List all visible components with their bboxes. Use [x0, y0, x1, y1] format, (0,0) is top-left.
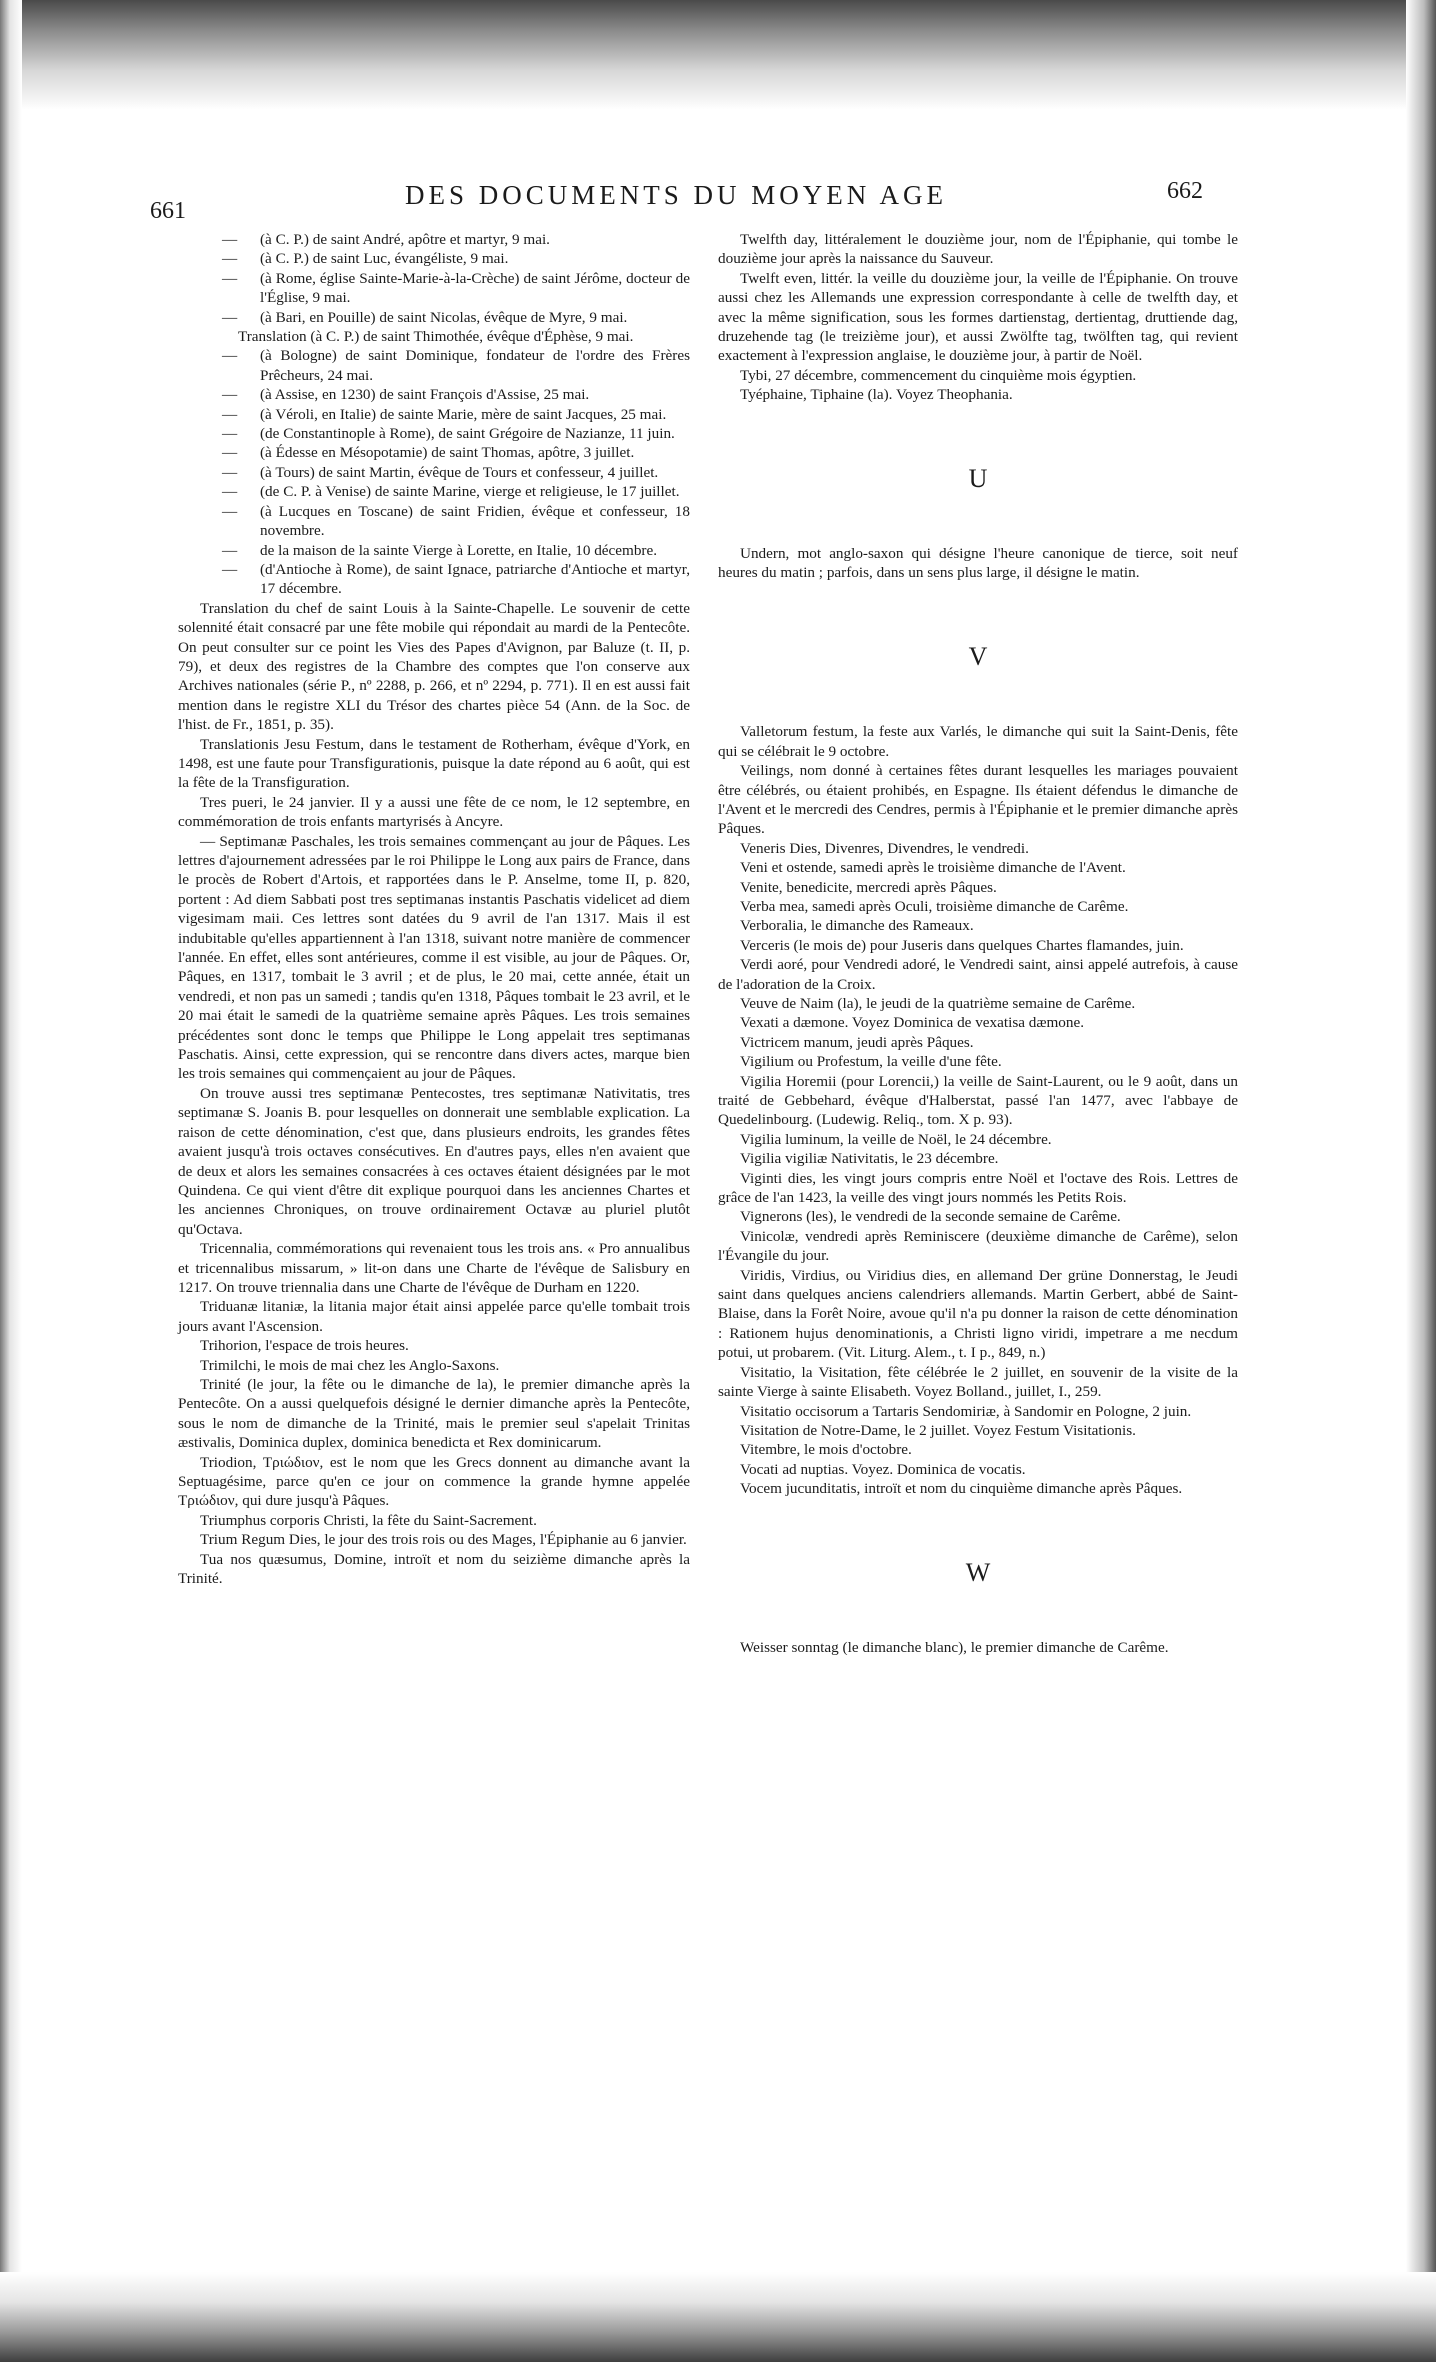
- ditto-dash: —: [222, 386, 238, 404]
- dictionary-entry: [178, 482, 690, 501]
- dictionary-entry: [178, 1336, 690, 1355]
- dictionary-entry: Vinicolæ, vendredi après Reminiscere (deuxième dimanche de Carême), selon l'Évangile du jour.: [718, 1227, 1238, 1265]
- entry-text: Tres pueri, le 24 janvier. Il y a aussi une fête de ce nom, le 12 septembre, en commémoration de trois enfants martyrisés à Ancyre.: [178, 793, 690, 831]
- dictionary-entry: Verdi aoré, pour Vendredi adoré, le Vendredi saint, ainsi appelé autrefois, à cause de l'adoration de la Croix.: [718, 956, 1238, 993]
- dictionary-entry: [178, 599, 690, 735]
- dictionary-entry: [178, 385, 690, 404]
- entries-v: [718, 722, 1238, 1498]
- entry-text: (à Assise, en 1230) de saint François d'Assise, 25 mai.: [260, 386, 590, 404]
- entry-text: — Septimanæ Paschales, les trois semaines commençant au jour de Pâques. Les lettres d'ajournement adressées par le roi Philippe le Long aux pairs de France, dans le procès de Robert d'Artois, et rapportées dans le P. Anselme, tome II, p. 820, portent : Ad diem Sabbati post tres septimanas instantis Paschatis videlicet ad diem vigesimam maii. Ces lettres sont datées du 9 avril de l'an 1317. Mais il est indubitable qu'elles appartiennent à l'an 1318, suivant notre manière de commencer l'année. En effet, elles sont antérieures, comme il est visible, au jour de Pâques. Or, Pâques, en 1317, tombait le 3 avril ; et de plus, le 20 mai, cette année, était un vendredi, et non pas un samedi ; tandis qu'en 1318, Pâques tombait le 23 avril, et le 20 mai était le samedi de la quatrième semaine après Pâques. Les trois semaines précédentes sont donc le temps que Philippe le Long appelait tres septimanas Paschatis. Ainsi, cette expression, qui se rencontre dans divers actes, marque bien les trois semaines qui commençaient au jour de Pâques.: [178, 832, 690, 1083]
- dictionary-entry: Twelft even, littér. la veille du douzième jour, la veille de l'Épiphanie. On trouve aussi chez les Allemands une expression correspondante à celle de twelfth day, et avec la même signification, sous les formes dartienstag, dertientag, druttiende dag, druzehende tag (le treizième jour), et aussi Zwölfte tag, twölften tag, qui revient exactement à l'expression anglaise, le douzième jour, à partir de Noël.: [718, 269, 1238, 365]
- entry-text: (à Véroli, en Italie) de sainte Marie, mère de saint Jacques, 25 mai.: [260, 405, 667, 423]
- entry-text: On trouve aussi tres septimanæ Pentecostes, tres septimanæ Nativitatis, tres septimanæ S. Joanis B. pour lesquelles on donnerait une semblable explication. La raison de cette dénomination, c'est que, dans plusieurs endroits, les grandes fêtes avaient jusqu'à trois octaves consécutives. En d'autres pays, elles n'en avaient que de deux et alors les semaines consacrées à ces octaves étaient désignées par le mot Quindena. Ce qui vient d'être dit explique pourquoi dans les anciennes Chartes et les anciennes Chroniques, on trouve ordinairement Octavæ au pluriel plutôt qu'Octava.: [178, 1084, 690, 1238]
- dictionary-entry: [178, 502, 690, 541]
- left-column: [178, 230, 690, 1588]
- dictionary-entry: [178, 405, 690, 424]
- ditto-dash: —: [222, 269, 238, 287]
- entry-text: (à Bari, en Pouille) de saint Nicolas, évêque de Myre, 9 mai.: [260, 308, 628, 326]
- ditto-dash: —: [222, 347, 238, 365]
- scan-border-bottom: [0, 2272, 1436, 2362]
- dictionary-entry: Tybi, 27 décembre, commencement du cinquième mois égyptien.: [740, 366, 1137, 384]
- dictionary-entry: Vigilium ou Profestum, la veille d'une fête.: [740, 1053, 1002, 1071]
- dictionary-entry: Valletorum festum, la feste aux Varlés, le dimanche qui suit la Saint-Denis, fête qui se célébrait le 9 octobre.: [718, 723, 1238, 760]
- dictionary-entry: [178, 1530, 690, 1549]
- section-letter-u: U: [968, 463, 988, 493]
- dictionary-entry: Vigilia vigiliæ Nativitatis, le 23 décembre.: [740, 1150, 999, 1168]
- dictionary-entry: Venite, benedicite, mercredi après Pâques.: [740, 878, 997, 896]
- page-number-left: 661: [150, 198, 186, 224]
- dictionary-entry: [178, 793, 690, 832]
- entry-text: Trinité (le jour, la fête ou le dimanche de la), le premier dimanche après la Pentecôte. On a aussi quelquefois désigné le dernier dimanche après la Pentecôte, sous le nom de dimanche de la Trinité, mais le premier seul s'apelait Trinitas æstivalis, Dominica duplex, dominica benedicta et Rex dominicarum.: [178, 1375, 690, 1452]
- dictionary-entry: [178, 560, 690, 599]
- scan-border-top: [0, 0, 1436, 150]
- dictionary-entry: [178, 541, 690, 560]
- scan-border-right: [1406, 0, 1436, 2362]
- page-number-right: 662: [1167, 178, 1203, 204]
- ditto-dash: —: [222, 250, 238, 268]
- entry-text: Triduanæ litaniæ, la litania major était ainsi appelée parce qu'elle tombait trois jours avant l'Ascension.: [178, 1298, 690, 1335]
- entry-text: Tua nos quæsumus, Domine, introït et nom du seizième dimanche après la Trinité.: [178, 1550, 690, 1588]
- right-column: [718, 230, 1238, 1657]
- entry-text: Trium Regum Dies, le jour des trois rois ou des Mages, l'Épiphanie au 6 janvier.: [200, 1531, 687, 1549]
- dictionary-entry: Twelfth day, littéralement le douzième jour, nom de l'Épiphanie, qui tombe le douzième jour après la naissance du Sauveur.: [718, 231, 1238, 268]
- entries-t-continued: [718, 230, 1238, 405]
- entry-text: de la maison de la sainte Vierge à Lorette, en Italie, 10 décembre.: [260, 541, 658, 559]
- dictionary-entry: [178, 1375, 690, 1453]
- dictionary-entry: Tyéphaine, Tiphaine (la). Voyez Theophania.: [740, 386, 1013, 404]
- dictionary-entry: Veni et ostende, samedi après le troisième dimanche de l'Avent.: [740, 859, 1126, 877]
- dictionary-entry: Verceris (le mois de) pour Juseris dans quelques Chartes flamandes, juin.: [740, 936, 1184, 954]
- entry-text: (d'Antioche à Rome), de saint Ignace, patriarche d'Antioche et martyr, 17 décembre.: [260, 560, 690, 598]
- entry-text: Triumphus corporis Christi, la fête du Saint-Sacrement.: [200, 1511, 537, 1529]
- entry-text: (à Lucques en Toscane) de saint Fridien, évêque et confesseur, 18 novembre.: [260, 502, 690, 540]
- dictionary-entry: Vigilia luminum, la veille de Noël, le 24 décembre.: [740, 1130, 1052, 1148]
- entries-u: [718, 544, 1238, 583]
- dictionary-entry: Visitation de Notre-Dame, le 2 juillet. Voyez Festum Visitationis.: [740, 1421, 1136, 1439]
- dictionary-entry: Verboralia, le dimanche des Rameaux.: [740, 917, 974, 935]
- dictionary-entry: Victricem manum, jeudi après Pâques.: [740, 1033, 974, 1051]
- entry-text: Translationis Jesu Festum, dans le testament de Rotherham, évêque d'York, en 1498, est une faute pour Transfigurationis, puisque la date répond au 6 août, qui est la fête de la Transfiguration.: [178, 735, 690, 792]
- dictionary-entry: [178, 1453, 690, 1511]
- ditto-dash: —: [222, 560, 238, 578]
- dictionary-entry: [178, 735, 690, 793]
- dictionary-entry: Vocem jucunditatis, introït et nom du cinquième dimanche après Pâques.: [740, 1480, 1183, 1498]
- dictionary-entry: Vocati ad nuptias. Voyez. Dominica de vocatis.: [740, 1460, 1026, 1478]
- scan-border-left: [0, 0, 22, 2362]
- entry-text: (à Tours) de saint Martin, évêque de Tours et confesseur, 4 juillet.: [260, 463, 659, 481]
- dictionary-entry: Viginti dies, les vingt jours compris entre Noël et l'octave des Rois. Lettres de grâce de l'an 1423, la veille des vingt jours nommés les Petits Rois.: [718, 1169, 1238, 1207]
- dictionary-entry: [178, 424, 690, 443]
- entries-w: [718, 1638, 1238, 1657]
- dictionary-entry: [178, 1297, 690, 1336]
- dictionary-entry: [178, 269, 690, 308]
- dictionary-entry: Vignerons (les), le vendredi de la seconde semaine de Carême.: [740, 1208, 1121, 1226]
- dictionary-entry: [178, 230, 690, 249]
- entry-text: (de Constantinople à Rome), de saint Grégoire de Nazianze, 11 juin.: [260, 425, 675, 443]
- section-letter-v: V: [968, 641, 988, 671]
- entry-text: Tricennalia, commémorations qui revenaient tous les trois ans. « Pro annualibus et tricennalibus missarum, » lit-on dans une Charte de l'évêque de Salisbury en 1217. On trouve triennalia dans une Charte de l'évêque de Durham en 1220.: [178, 1240, 690, 1296]
- dictionary-entry: Visitatio occisorum a Tartaris Sendomiriæ, à Sandomir en Pologne, 2 juin.: [740, 1402, 1192, 1420]
- ditto-dash: —: [222, 463, 238, 481]
- ditto-dash: —: [222, 483, 238, 501]
- section-letter-w: W: [965, 1557, 991, 1587]
- dictionary-entry: Undern, mot anglo-saxon qui désigne l'heure canonique de tierce, soit neuf heures du matin ; parfois, dans un sens plus large, il désigne le matin.: [718, 545, 1238, 582]
- running-head: DES DOCUMENTS DU MOYEN AGE: [405, 180, 948, 210]
- entry-text: Translation (à C. P.) de saint Thimothée, évêque d'Éphèse, 9 mai.: [238, 328, 634, 346]
- dictionary-entry: [178, 1550, 690, 1589]
- dictionary-entry: Vigilia Horemii (pour Lorencii,) la veille de Saint-Laurent, ou le 9 août, dans un traité de Gebbehard, évêque d'Halberstat, passé l'an 1477, avec l'abbaye de Quedelinbourg. (Ludewig. Reliq., tom. X p. 93).: [718, 1072, 1238, 1129]
- dictionary-entry: [178, 249, 690, 268]
- dictionary-entry: Veilings, nom donné à certaines fêtes durant lesquelles les mariages pouvaient être célébrés, ou étaient prohibés, en Espagne. Ils étaient défendus le dimanche de l'Avent et le mercredi des Cendres, permis à l'Épiphanie et le premier dimanche après Pâques.: [718, 762, 1238, 838]
- dictionary-entry: Vexati a dæmone. Voyez Dominica de vexatisa dæmone.: [740, 1014, 1085, 1032]
- ditto-dash: —: [222, 444, 238, 462]
- dictionary-entry: [178, 346, 690, 385]
- entry-text: (à C. P.) de saint André, apôtre et martyr, 9 mai.: [260, 231, 550, 248]
- ditto-dash: —: [222, 425, 238, 443]
- entry-text: Trimilchi, le mois de mai chez les Anglo-Saxons.: [200, 1356, 500, 1374]
- entry-text: (à Bologne) de saint Dominique, fondateur de l'ordre des Frères Prêcheurs, 24 mai.: [260, 347, 690, 384]
- dictionary-entry: [178, 1239, 690, 1297]
- dictionary-entry: Visitatio, la Visitation, fête célébrée le 2 juillet, en souvenir de la visite de la sainte Vierge à sainte Elisabeth. Voyez Bolland., juillet, I., 259.: [718, 1363, 1238, 1401]
- dictionary-entry: [178, 1356, 690, 1375]
- dictionary-entry: [178, 327, 690, 346]
- entry-text: (à C. P.) de saint Luc, évangéliste, 9 mai.: [260, 250, 509, 268]
- ditto-dash: —: [222, 502, 238, 520]
- ditto-dash: —: [222, 231, 238, 248]
- dictionary-entry: Veuve de Naim (la), le jeudi de la quatrième semaine de Carême.: [740, 994, 1136, 1012]
- entry-text: (à Édesse en Mésopotamie) de saint Thomas, apôtre, 3 juillet.: [260, 444, 635, 462]
- dictionary-entry: [178, 443, 690, 462]
- ditto-dash: —: [222, 405, 238, 423]
- dictionary-entry: [178, 1511, 690, 1530]
- ditto-dash: —: [222, 308, 238, 326]
- entry-text: (à Rome, église Sainte-Marie-à-la-Crèche) de saint Jérôme, docteur de l'Église, 9 mai.: [260, 269, 690, 307]
- dictionary-entry: Vitembre, le mois d'octobre.: [740, 1441, 912, 1459]
- entry-text: Triodion, Τριώδιον, est le nom que les Grecs donnent au dimanche avant la Septuagésime, parce qu'en ce jour on commence la grande hymne appelée Τριώδιον, qui dure jusqu'à Pâques.: [178, 1453, 690, 1510]
- entry-text: (de C. P. à Venise) de sainte Marine, vierge et religieuse, le 17 juillet.: [260, 483, 680, 501]
- entry-text: Trihorion, l'espace de trois heures.: [200, 1337, 409, 1355]
- dictionary-entry: Veneris Dies, Divenres, Divendres, le vendredi.: [740, 839, 1029, 857]
- dictionary-entry: [178, 308, 690, 327]
- dictionary-entry: Viridis, Virdius, ou Viridius dies, en allemand Der grüne Donnerstag, le Jeudi saint dans quelques anciens calendriers allemands. Martin Gerbert, abbé de Saint-Blaise, dans la Forêt Noire, avoue qu'il n'a pu donner la raison de cette dénomination : Rationem hujus denominationis, a Christi ligno viridi, impetrare a me necdum potui, ut probarem. (Vit. Liturg. Alem., t. I p., 849, n.): [718, 1266, 1238, 1362]
- dictionary-entry: Weisser sonntag (le dimanche blanc), le premier dimanche de Carême.: [740, 1638, 1169, 1656]
- dictionary-entry: [178, 1084, 690, 1239]
- entry-text: Translation du chef de saint Louis à la Sainte-Chapelle. Le souvenir de cette solennité était consacré par une fête mobile qui répondait au mardi de la Pentecôte. On peut consulter sur ce point les Vies des Papes d'Avignon, par Baluze (t. II, p. 79), et deux des registres de la Chambre des comptes que l'on conserve aux Archives nationales (série P., nº 2288, p. 266, et nº 2294, p. 771). Il en est aussi fait mention dans le registre XLI du Trésor des chartes pièce 54 (Ann. de la Soc. de l'hist. de Fr., 1851, p. 35).: [178, 599, 690, 734]
- dictionary-entry: [178, 832, 690, 1084]
- dictionary-entry: Verba mea, samedi après Oculi, troisième dimanche de Carême.: [740, 897, 1129, 915]
- dictionary-entry: [178, 463, 690, 482]
- ditto-dash: —: [222, 541, 238, 559]
